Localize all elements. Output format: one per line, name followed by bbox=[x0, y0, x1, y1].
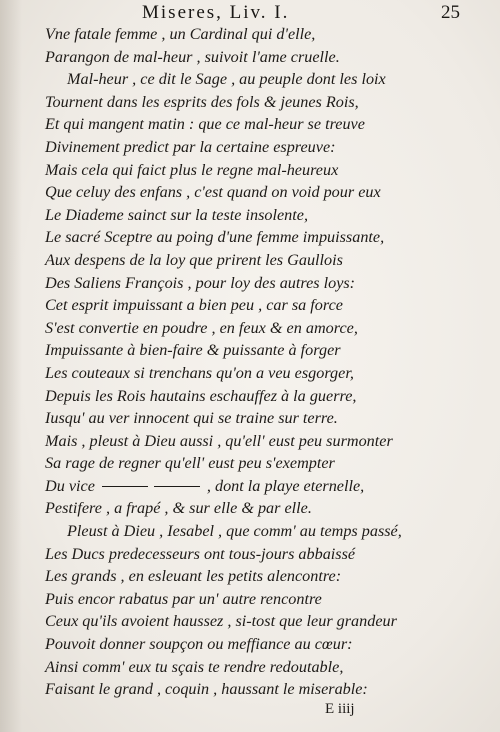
verse-line: Pouvoit donner soupçon ou meffiance au cœur: bbox=[45, 635, 353, 654]
verse-line: Vne fatale femme , un Cardinal qui d'elle, bbox=[45, 25, 316, 43]
verse-line: Les Ducs predecesseurs ont tous-jours abbaissé bbox=[45, 544, 356, 563]
verse-block bbox=[45, 23, 450, 701]
verse-line: S'est convertie en poudre , en feux & en amorce, bbox=[45, 318, 358, 337]
verse-line: Mal-heur , ce dit le Sage , au peuple dont les loix bbox=[67, 70, 386, 89]
verse-line: Pleust à Dieu , Iesabel , que comm' au temps passé, bbox=[67, 522, 402, 541]
verse-line-with-dashes bbox=[45, 475, 450, 498]
verse-line: Ainsi comm' eux tu sçais te rendre redoutable, bbox=[45, 657, 344, 676]
verse-line: Mais cela qui faict plus le regne mal-heureux bbox=[45, 160, 339, 179]
signature-mark: E iiij bbox=[325, 701, 355, 717]
verse-line: Depuis les Rois hautains eschauffez à la guerre, bbox=[45, 386, 357, 405]
verse-line: Des Saliens François , pour loy des autres loys: bbox=[45, 273, 356, 292]
gutter-shadow bbox=[0, 0, 22, 732]
verse-line: Mais , pleust à Dieu aussi , qu'ell' eust peu surmonter bbox=[45, 431, 393, 450]
verse-line: Ceux qu'ils avoient haussez , si-tost que leur grandeur bbox=[45, 612, 397, 631]
verse-line: Les couteaux si trenchans qu'on a veu esgorger, bbox=[45, 363, 354, 382]
verse-line: Tournent dans les esprits des fols & jeunes Rois, bbox=[45, 92, 359, 111]
verse-line: Parangon de mal-heur , suivoit l'ame cruelle. bbox=[45, 47, 340, 66]
verse-line: Cet esprit impuissant a bien peu , car sa force bbox=[45, 296, 343, 315]
dash-rule bbox=[102, 486, 148, 487]
verse-line: Les grands , en esleuant les petits alencontre: bbox=[45, 567, 342, 586]
verse-line: Pestifere , a frapé , & sur elle & par elle. bbox=[45, 499, 312, 518]
verse-line: Et qui mangent matin : que ce mal-heur se treuve bbox=[45, 115, 365, 134]
verse-fragment: Du vice bbox=[45, 476, 95, 495]
running-title: Miseres, Liv. I. bbox=[142, 2, 290, 23]
verse-line: Le Diademe sainct sur la teste insolente, bbox=[45, 205, 309, 224]
verse-line: Sa rage de regner qu'ell' eust peu s'exempter bbox=[45, 454, 335, 473]
page-number: 25 bbox=[441, 2, 460, 23]
dash-rule bbox=[154, 486, 200, 487]
verse-line: Impuissante à bien-faire & puissante à forger bbox=[45, 341, 341, 360]
verse-line: Le sacré Sceptre au poing d'une femme impuissante, bbox=[45, 228, 385, 247]
verse-fragment: , dont la playe eternelle, bbox=[206, 476, 365, 495]
verse-line: Puis encor rabatus par un' autre rencontre bbox=[45, 589, 322, 608]
verse-line: Iusqu' au ver innocent qui se traine sur terre. bbox=[45, 409, 338, 428]
verse-line: Que celuy des enfans , c'est quand on void pour eux bbox=[45, 183, 381, 202]
verse-line: Divinement predict par la certaine espreuve: bbox=[45, 137, 336, 156]
verse-line: Faisant le grand , coquin , haussant le miserable: bbox=[45, 680, 368, 699]
verse-line: Aux despens de la loy que prirent les Gaullois bbox=[45, 250, 343, 269]
